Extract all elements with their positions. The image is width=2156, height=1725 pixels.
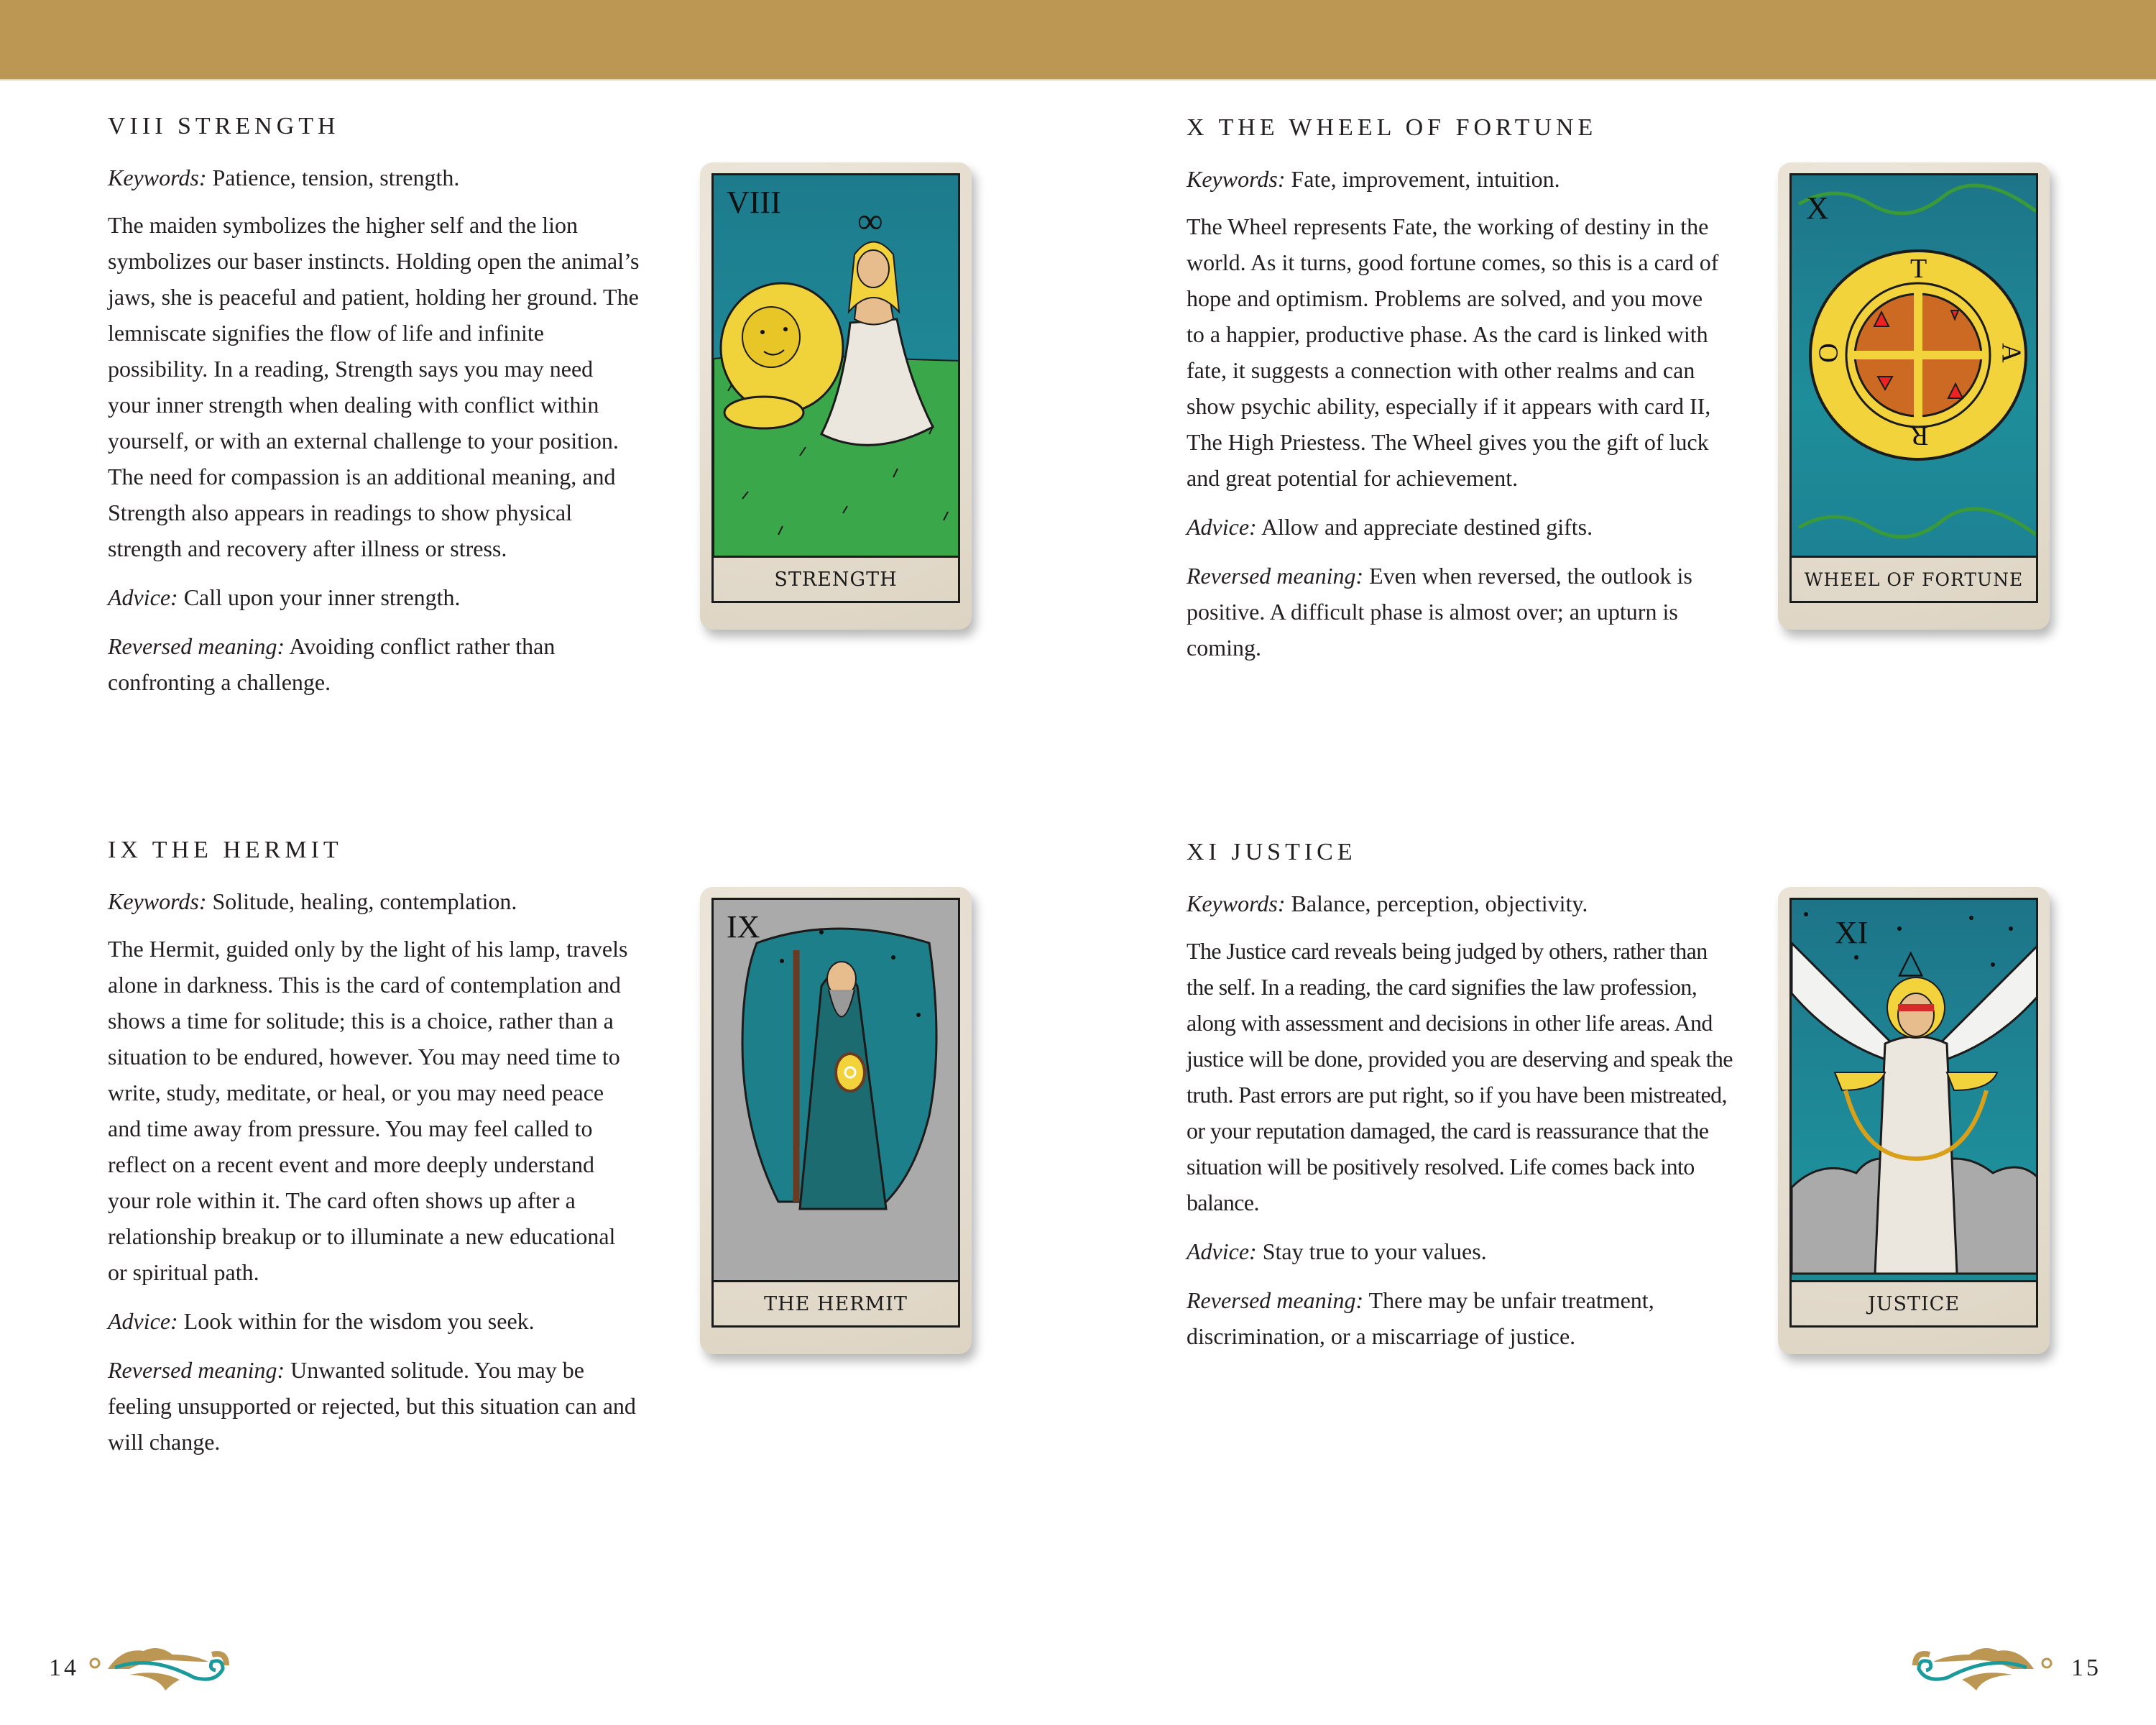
wheel-letter-a: A <box>1996 343 2027 363</box>
keywords: Keywords: Patience, tension, strength. <box>108 165 460 190</box>
reversed-meaning: Reversed meaning: Avoiding conflict rather than confronting a challenge. <box>108 633 556 695</box>
reversed-label: Reversed meaning: <box>108 1357 285 1383</box>
reversed-label: Reversed meaning: <box>108 633 285 659</box>
wheel-illustration-icon <box>1792 175 2038 558</box>
advice: Advice: Allow and appreciate destined gifts. <box>1187 514 1593 540</box>
card-name-plate: WHEEL OF FORTUNE <box>1789 558 2038 603</box>
card-numeral: VIII <box>727 185 781 220</box>
tarot-card-hermit <box>700 887 972 1354</box>
advice-label: Advice: <box>108 584 178 610</box>
card-name-plate: JUSTICE <box>1789 1282 2038 1328</box>
keywords: Keywords: Fate, improvement, intuition. <box>1187 166 1560 192</box>
card-numeral: XI <box>1835 915 1869 950</box>
keywords-label: Keywords: <box>108 888 207 914</box>
card-numeral: X <box>1806 190 1829 226</box>
page-number-left: 14 <box>49 1655 79 1681</box>
wheel-letter-o: O <box>1813 343 1844 363</box>
tarot-card-wheel-of-fortune <box>1778 162 2050 630</box>
description: The Wheel represents Fate, the working of destiny in the world. As it turns, good fortune comes, so this is a card of hope and optimism. Problems are solved, and you move to a happier, productive phase. As the card is linked with fate, it suggests a connection with other realms and can show psychic ability, especially if it appears with card II, The High Priestess. The Wheel gives you the gift of luck and great potential for achievement. <box>1187 213 1719 491</box>
flourish-ornament-icon <box>1912 1640 2055 1698</box>
tarot-card-strength <box>700 162 972 630</box>
tarot-card-justice <box>1778 887 2050 1354</box>
advice: Advice: Stay true to your values. <box>1187 1238 1487 1264</box>
description: The Hermit, guided only by the light of his lamp, travels alone in darkness. This is the card of contemplation and shows a time for solitude; this is a choice, rather than a situation to be endured, however. You may need time to write, study, meditate, or heal, or you may need peace and time away from pressure. You may feel called to reflect on a recent event and more deeply understand your role within it. The card often shows up after a relationship breakup or to illuminate a new educational or spiritual path. <box>108 936 628 1285</box>
advice-label: Advice: <box>108 1308 178 1334</box>
card-name-plate: STRENGTH <box>711 558 960 603</box>
card-illustration <box>711 173 960 558</box>
header-band <box>0 0 2156 80</box>
reversed-label: Reversed meaning: <box>1187 563 1364 589</box>
advice-label: Advice: <box>1187 1238 1257 1264</box>
advice-label: Advice: <box>1187 514 1257 540</box>
section-wheel-of-fortune <box>1187 114 1733 678</box>
reversed-label: Reversed meaning: <box>1187 1287 1364 1313</box>
advice: Advice: Call upon your inner strength. <box>108 584 461 610</box>
description: The maiden symbolizes the higher self and the lion symbolizes our baser instincts. Holding open the animal’s jaws, she is peaceful and patient, holding her ground. The lemniscate signifies the flow of life and infinite possibility. In a reading, Strength says you may need your inner strength when dealing with conflict within yourself, or with an external challenge to your position. The need for compassion is an additional meaning, and Strength also appears in readings to show physical strength and recovery after illness or stress. <box>108 212 640 561</box>
description: The Justice card reveals being judged by others, rather than the self. In a reading, the card signifies the law profession, along with assessment and decisions in other life areas. And justice will be done, provided you are deserving and speak the truth. Past errors are put right, so if you have been mistreated, or your reputation damaged, the card is reassurance that the situation will be positively resolved. Life comes back into balance. <box>1187 938 1733 1215</box>
section-heading: VIII STRENGTH <box>108 113 340 139</box>
flourish-ornament-icon <box>86 1640 230 1698</box>
keywords-label: Keywords: <box>108 165 207 190</box>
section-heading: XI JUSTICE <box>1187 839 1357 865</box>
section-justice <box>1187 838 1733 1367</box>
card-numeral: IX <box>727 909 760 944</box>
strength-illustration-icon <box>714 175 960 558</box>
page-number-right: 15 <box>2071 1655 2101 1681</box>
card-illustration <box>711 898 960 1282</box>
keywords: Keywords: Solitude, healing, contemplation. <box>108 888 517 914</box>
triangle-icon: △ <box>1898 943 1924 980</box>
keywords: Keywords: Balance, perception, objectivity. <box>1187 891 1588 916</box>
reversed-meaning: Reversed meaning: Even when reversed, the outlook is positive. A difficult phase is almost over; an upturn is coming. <box>1187 563 1692 661</box>
section-heading: IX THE HERMIT <box>108 837 343 863</box>
advice: Advice: Look within for the wisdom you seek. <box>108 1308 535 1334</box>
section-heading: X THE WHEEL OF FORTUNE <box>1187 114 1598 141</box>
reversed-meaning: Reversed meaning: There may be unfair treatment, discrimination, or a miscarriage of justice. <box>1187 1287 1654 1349</box>
section-hermit <box>108 836 654 1473</box>
keywords-label: Keywords: <box>1187 166 1286 192</box>
lemniscate-icon: ∞ <box>857 201 883 241</box>
card-illustration <box>1789 898 2038 1282</box>
wheel-letter-r: R <box>1910 420 1929 451</box>
card-name-plate: THE HERMIT <box>711 1282 960 1328</box>
section-strength <box>108 112 654 713</box>
reversed-meaning: Reversed meaning: Unwanted solitude. You may be feeling unsupported or rejected, but this situation can and will change. <box>108 1357 636 1455</box>
hermit-illustration-icon <box>714 900 960 1282</box>
wheel-letter-t: T <box>1910 254 1927 284</box>
keywords-label: Keywords: <box>1187 891 1286 916</box>
card-illustration <box>1789 173 2038 558</box>
